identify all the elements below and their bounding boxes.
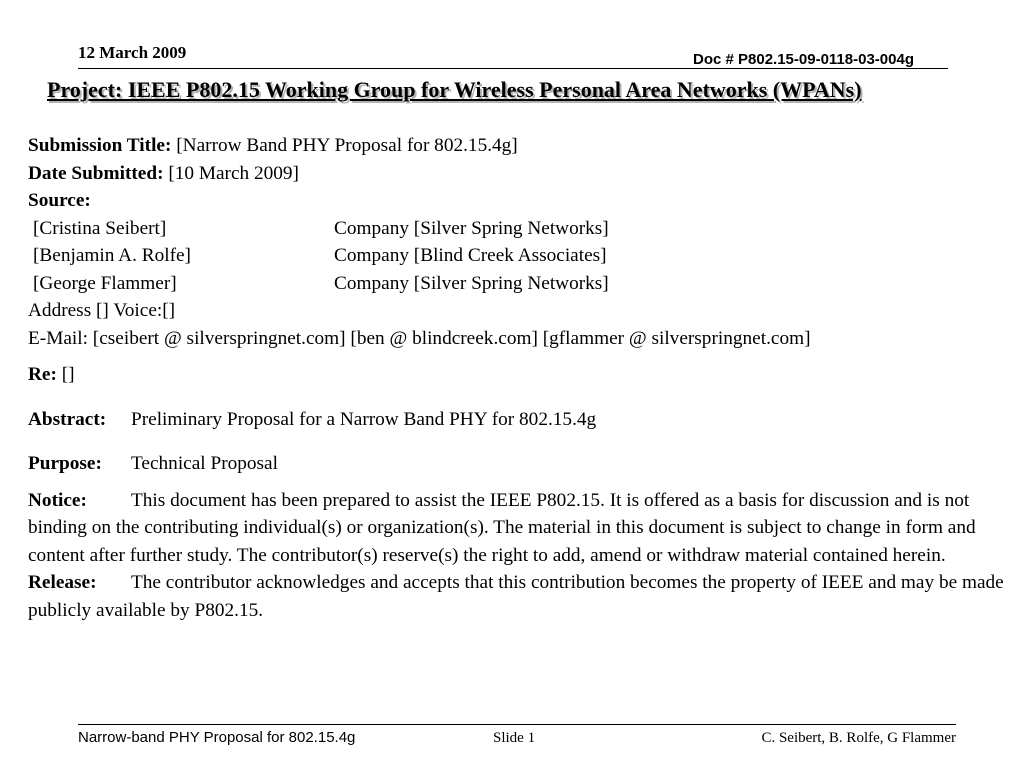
source-name: [George Flammer] — [33, 272, 177, 294]
source-row — [28, 215, 1018, 243]
footer-title: Narrow-band PHY Proposal for 802.15.4g — [78, 729, 356, 746]
footer-authors: C. Seibert, B. Rolfe, G Flammer — [761, 730, 956, 746]
notice-label: Notice: — [28, 489, 87, 511]
date-submitted-label: Date Submitted: — [28, 162, 164, 184]
footer-rule — [78, 724, 956, 725]
submission-title-label: Submission Title: — [28, 135, 172, 156]
project-title: Project: IEEE P802.15 Working Group for Wireless Personal Area Networks (WPANs) — [47, 77, 862, 102]
re-label: Re: — [28, 364, 57, 385]
source-name: [Benjamin A. Rolfe] — [33, 245, 191, 266]
source-row — [28, 242, 1018, 270]
purpose-value: Technical Proposal — [131, 453, 278, 474]
purpose-label: Purpose: — [28, 453, 102, 474]
email-line: E-Mail: [cseibert @ silverspringnet.com] [ben @ blindcreek.com] [gflammer @ silverspringnet.com] — [28, 327, 811, 349]
re-value: [] — [61, 364, 75, 385]
header-date: 12 March 2009 — [78, 43, 187, 62]
submission-title-row — [28, 132, 1018, 160]
purpose-row — [28, 450, 1018, 478]
notice-value: This document has been prepared to assist the IEEE P802.15. It is offered as a basis for discussion and is not binding on the contributing individual(s) or organization(s). The material in this document is subject to change in form and content after further study. The contributor(s) reserve(s) the right to add, amend or withdraw material contained herein. — [28, 489, 976, 566]
abstract-label: Abstract: — [28, 408, 107, 430]
abstract-value: Preliminary Proposal for a Narrow Band PHY for 802.15.4g — [131, 408, 597, 430]
source-company: Company [Blind Creek Associates] — [334, 245, 607, 266]
abstract-row — [28, 406, 1018, 434]
address-line: Address [] Voice:[] — [28, 300, 176, 321]
header-rule — [78, 68, 948, 69]
source-name: [Cristina Seibert] — [33, 217, 167, 239]
source-company: Company [Silver Spring Networks] — [334, 217, 609, 239]
re-row — [28, 361, 1018, 389]
source-label: Source: — [28, 190, 91, 211]
document-number: Doc # P802.15-09-0118-03-004g — [693, 51, 914, 68]
source-row — [28, 270, 1018, 298]
date-submitted-row — [28, 160, 1018, 188]
date-submitted-value: [10 March 2009] — [168, 162, 299, 184]
submission-body — [28, 132, 1018, 624]
slide-number: Slide 1 — [493, 730, 536, 746]
release-paragraph — [28, 569, 1018, 624]
release-value: The contributor acknowledges and accepts that this contribution becomes the property of IEEE and may be made publicly available by P802.15. — [28, 572, 1004, 621]
submission-title-value: [Narrow Band PHY Proposal for 802.15.4g] — [176, 135, 518, 156]
source-company: Company [Silver Spring Networks] — [334, 272, 609, 294]
release-label: Release: — [28, 572, 97, 593]
notice-paragraph — [28, 487, 1018, 570]
